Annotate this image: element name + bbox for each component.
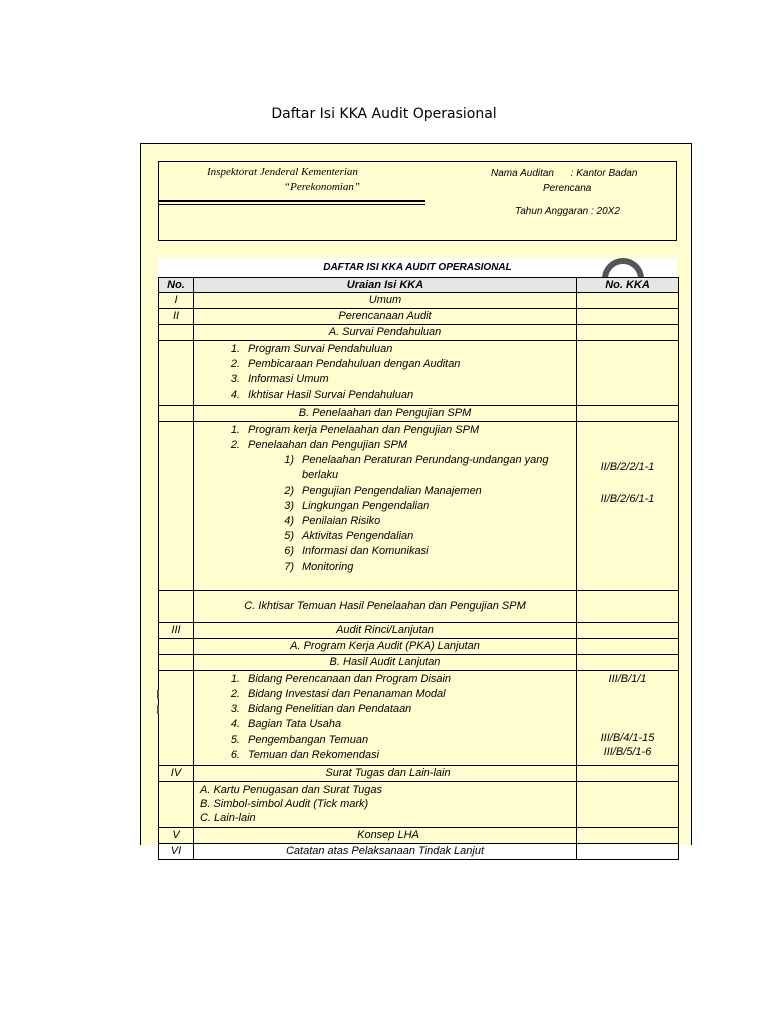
table-row bbox=[159, 828, 679, 844]
table-row bbox=[159, 309, 679, 325]
list-item: 1) Penelaahan Peraturan Perundang-undangan yang berlaku bbox=[284, 454, 549, 482]
auditee-value-1: : Kantor Badan bbox=[570, 168, 638, 179]
left-edge-marks bbox=[157, 690, 159, 714]
table-row bbox=[159, 341, 679, 406]
list-item: B. Simbol-simbol Audit (Tick mark) bbox=[200, 798, 369, 811]
list-item: 2. Penelaahan dan Pengujian SPM bbox=[230, 439, 408, 452]
table-row bbox=[159, 654, 679, 670]
divider-thin bbox=[159, 204, 425, 205]
list-item: C. Lain-lain bbox=[200, 812, 256, 825]
list-item: A. Kartu Penugasan dan Surat Tugas bbox=[200, 784, 383, 797]
institution-line-2: “Perekonomian” bbox=[284, 181, 360, 193]
header-box bbox=[158, 161, 677, 241]
col-header-no: No. bbox=[159, 278, 194, 293]
row-number bbox=[159, 782, 194, 828]
row-ref bbox=[577, 405, 679, 421]
list-cell bbox=[194, 670, 577, 765]
list-item: 3) Lingkungan Pengendalian bbox=[284, 499, 430, 512]
row-text: Audit Rinci/Lanjutan bbox=[194, 622, 577, 638]
row-number: III bbox=[159, 622, 194, 638]
row-text: Catatan atas Pelaksanaan Tindak Lanjut bbox=[194, 844, 577, 860]
list-item: 3. Bidang Penelitian dan Pendataan bbox=[230, 703, 412, 716]
list-item: 1. Bidang Perencanaan dan Program Disain bbox=[230, 672, 452, 685]
row-ref bbox=[577, 590, 679, 622]
kka-ref: II/B/2/2/1-1 bbox=[600, 460, 655, 473]
institution-name bbox=[207, 165, 437, 195]
table-row bbox=[159, 421, 679, 590]
list-item: 7) Monitoring bbox=[284, 560, 354, 573]
row-ref bbox=[577, 782, 679, 828]
row-ref bbox=[577, 421, 679, 590]
row-number: V bbox=[159, 828, 194, 844]
row-ref bbox=[577, 341, 679, 406]
table-row bbox=[159, 325, 679, 341]
row-ref bbox=[577, 293, 679, 309]
row-ref bbox=[577, 844, 679, 860]
row-number bbox=[159, 654, 194, 670]
table-row bbox=[159, 782, 679, 828]
row-text: Surat Tugas dan Lain-lain bbox=[194, 766, 577, 782]
col-header-no-kka: No. KKA bbox=[577, 278, 679, 293]
section-heading: A. Survai Pendahuluan bbox=[194, 325, 577, 341]
table-row bbox=[159, 670, 679, 765]
list-item: 6) Informasi dan Komunikasi bbox=[284, 545, 429, 558]
row-ref bbox=[577, 622, 679, 638]
row-number: II bbox=[159, 309, 194, 325]
row-ref bbox=[577, 325, 679, 341]
table-row bbox=[159, 405, 679, 421]
col-header-uraian: Uraian Isi KKA bbox=[194, 278, 577, 293]
list-item: 1. Program Survai Pendahuluan bbox=[230, 343, 393, 355]
list-item: 2) Pengujian Pengendalian Manajemen bbox=[284, 484, 482, 497]
row-number bbox=[159, 405, 194, 421]
table-row bbox=[159, 638, 679, 654]
kka-table bbox=[158, 277, 679, 860]
auditee-label: Nama Auditan bbox=[491, 168, 554, 179]
table-row bbox=[159, 590, 679, 622]
row-number bbox=[159, 590, 194, 622]
auditee-value-2: Perencana bbox=[543, 183, 592, 194]
section-heading: C. Ikhtisar Temuan Hasil Penelaahan dan Pengujian SPM bbox=[194, 590, 577, 622]
table-header-row bbox=[159, 278, 679, 293]
row-ref bbox=[577, 638, 679, 654]
list-item: 3. Informasi Umum bbox=[230, 373, 329, 386]
section-heading: B. Hasil Audit Lanjutan bbox=[194, 654, 577, 670]
list-item: 4. Bagian Tata Usaha bbox=[230, 718, 342, 731]
institution-line-1: Inspektorat Jenderal Kementerian bbox=[207, 166, 358, 178]
row-number bbox=[159, 421, 194, 590]
row-ref bbox=[577, 670, 679, 765]
divider-thick bbox=[159, 200, 425, 202]
row-ref bbox=[577, 309, 679, 325]
kka-ref: III/B/4/1-15 bbox=[600, 731, 655, 744]
auditee-info bbox=[491, 166, 671, 196]
kka-ref: III/B/1/1 bbox=[608, 672, 647, 685]
list-item: 2. Bidang Investasi dan Penanaman Modal bbox=[230, 688, 446, 701]
row-number bbox=[159, 341, 194, 406]
table-row bbox=[159, 293, 679, 309]
section-heading: A. Program Kerja Audit (PKA) Lanjutan bbox=[194, 638, 577, 654]
row-ref bbox=[577, 766, 679, 782]
list-cell bbox=[194, 341, 577, 406]
table-title: DAFTAR ISI KKA AUDIT OPERASIONAL bbox=[158, 258, 677, 277]
document-title: Daftar Isi KKA Audit Operasional bbox=[271, 106, 497, 122]
list-item: 4. Ikhtisar Hasil Survai Pendahuluan bbox=[230, 388, 414, 401]
section-heading: B. Penelaahan dan Pengujian SPM bbox=[194, 405, 577, 421]
kka-ref: III/B/5/1-6 bbox=[603, 745, 652, 758]
kka-ref: II/B/2/6/1-1 bbox=[600, 492, 655, 505]
table-row bbox=[159, 766, 679, 782]
row-number bbox=[159, 670, 194, 765]
budget-year: Tahun Anggaran : 20X2 bbox=[515, 206, 620, 217]
row-number: I bbox=[159, 293, 194, 309]
row-number bbox=[159, 638, 194, 654]
row-text: Umum bbox=[194, 293, 577, 309]
row-number: IV bbox=[159, 766, 194, 782]
list-item: 2. Pembicaraan Pendahuluan dengan Auditan bbox=[230, 358, 461, 371]
row-text: Perencanaan Audit bbox=[194, 309, 577, 325]
list-item: 4) Penilaian Risiko bbox=[284, 515, 381, 528]
list-item: 1. Program kerja Penelaahan dan Pengujian SPM bbox=[230, 423, 480, 436]
list-item: 6. Temuan dan Rekomendasi bbox=[230, 748, 380, 761]
list-item: 5) Aktivitas Pengendalian bbox=[284, 530, 414, 543]
arch-decoration-icon bbox=[602, 258, 644, 278]
table-row bbox=[159, 622, 679, 638]
row-number bbox=[159, 325, 194, 341]
list-cell bbox=[194, 421, 577, 590]
row-number: VI bbox=[159, 844, 194, 860]
list-item: 5. Pengembangan Temuan bbox=[230, 733, 369, 746]
row-ref bbox=[577, 828, 679, 844]
list-cell bbox=[194, 782, 577, 828]
row-ref bbox=[577, 654, 679, 670]
table-row bbox=[159, 844, 679, 860]
row-text: Konsep LHA bbox=[194, 828, 577, 844]
